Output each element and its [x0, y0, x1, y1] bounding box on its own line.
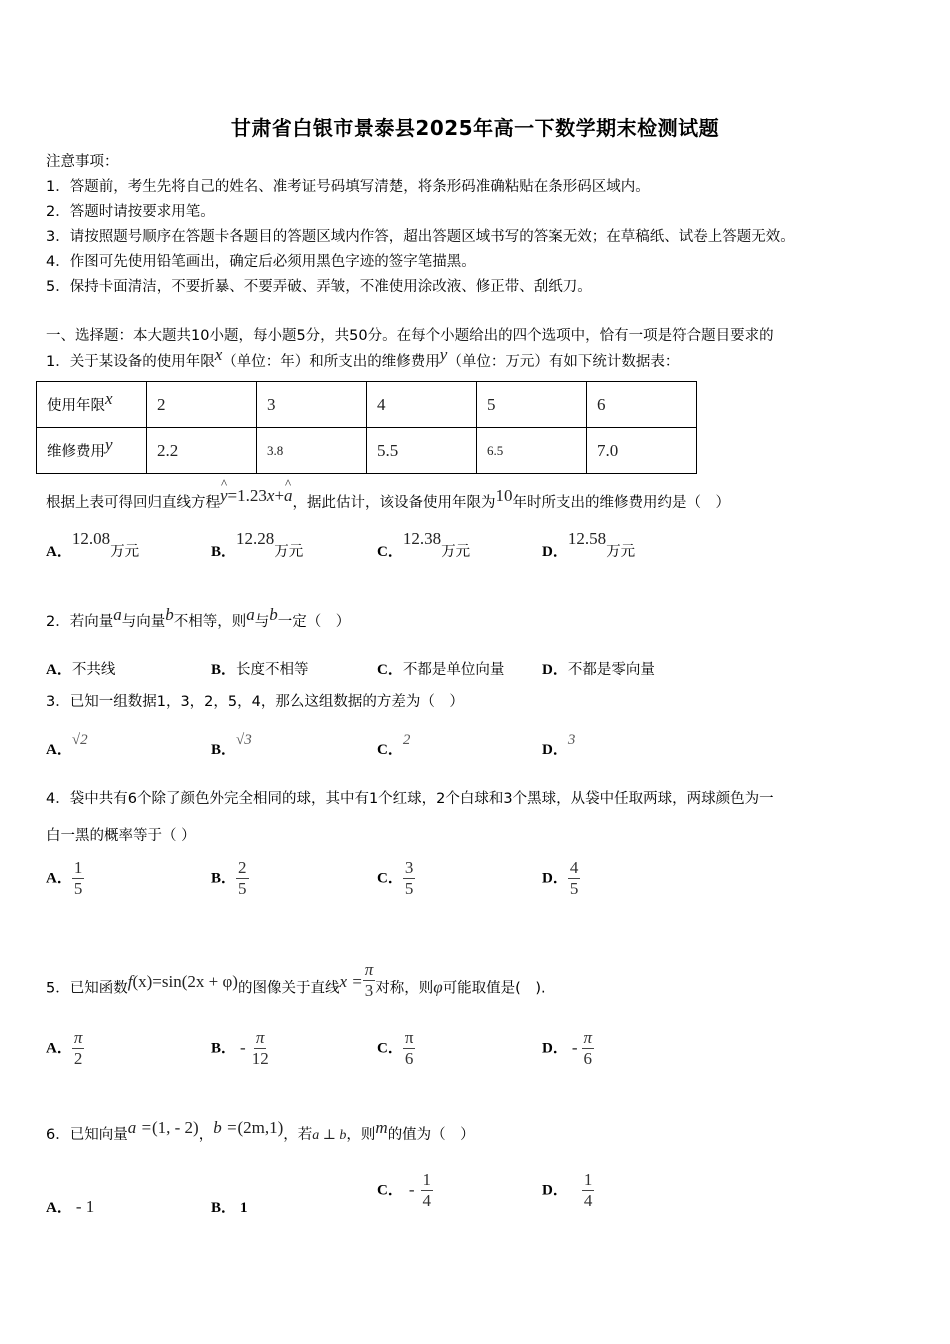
- var-x: x: [214, 345, 223, 364]
- table-cell: 维修费用y: [37, 428, 147, 474]
- table-cell: 7.0: [587, 428, 697, 474]
- page-title: 甘肃省白银市景泰县2025年高一下数学期末检测试题: [230, 116, 720, 140]
- question-number: 3．: [46, 694, 70, 710]
- option-c[interactable]: C．2: [377, 732, 411, 758]
- notice-item: 1．答题前，考生先将自己的姓名、准考证号码填写清楚，将条形码准确粘贴在条形码区域内。: [46, 179, 650, 195]
- notice-item: 5．保持卡面清洁，不要折暴、不要弄破、弄皱，不准使用涂改液、修正带、刮纸刀。: [46, 279, 592, 295]
- statistics-table: [36, 381, 697, 474]
- question-5-stem: 5．已知函数f(x)=sin(2x + φ)的图像关于直线x = $\frac{\pi}{3}$ 对称，则φ可能取值是( ).: [46, 960, 546, 1000]
- option-a[interactable]: A． $\frac{1}{5}$: [46, 858, 83, 898]
- section-heading: 一、选择题：本大题共10小题，每小题5分，共50分。在每个小题给出的四个选项中，恰有一项是符合题目要求的: [46, 328, 774, 344]
- table-cell: 6: [587, 382, 697, 428]
- question-3-stem: 3．已知一组数据1，3，2，5，4，那么这组数据的方差为（ ）: [46, 694, 464, 710]
- option-b[interactable]: B．√3: [211, 732, 252, 758]
- table-row: [37, 382, 697, 428]
- option-d[interactable]: D．12.58万元: [542, 529, 636, 560]
- option-d[interactable]: D．3: [542, 732, 576, 758]
- question-4-stem: 4．袋中共有6个除了颜色外完全相同的球，其中有1个红球，2个白球和3个黑球，从袋中任取两球，两球颜色为一: [46, 791, 774, 807]
- table-cell: 2: [147, 382, 257, 428]
- question-number: 2．: [46, 614, 70, 630]
- question-2-stem: 2．若向量a与向量b不相等，则a与b一定（ ）: [46, 605, 351, 630]
- option-a[interactable]: A． - 1: [46, 1197, 95, 1216]
- option-d[interactable]: D． $\frac{1}{4}$: [542, 1170, 593, 1210]
- question-1-regression: 根据上表可得回归直线方程^ y=1.23x+^ a，据此估计，该设备使用年限为10年时所支出的维修费用约是（ ）: [46, 492, 730, 513]
- notice-heading: 注意事项：: [46, 154, 119, 170]
- table-cell: 6.5: [477, 428, 587, 474]
- option-b[interactable]: B． - $\frac{\pi}{12}$: [211, 1028, 269, 1068]
- var-y: y: [439, 345, 448, 364]
- option-a[interactable]: A．√2: [46, 732, 88, 758]
- table-cell: 2.2: [147, 428, 257, 474]
- option-c[interactable]: C．不都是单位向量: [377, 662, 505, 678]
- option-c[interactable]: C． - $\frac{1}{4}$: [377, 1170, 432, 1210]
- notice-item: 2．答题时请按要求用笔。: [46, 204, 215, 220]
- table-cell: 3.8: [257, 428, 367, 474]
- option-b[interactable]: B．12.28万元: [211, 529, 304, 560]
- option-c[interactable]: C． $\frac{\pi}{6}$: [377, 1028, 414, 1068]
- option-a[interactable]: A． $\frac{\pi}{2}$: [46, 1028, 83, 1068]
- table-cell: 使用年限x: [37, 382, 147, 428]
- notice-item: 3．请按照题号顺序在答题卡各题目的答题区域内作答，超出答题区域书写的答案无效；在草稿纸、试卷上答题无效。: [46, 229, 795, 245]
- option-a[interactable]: A．不共线: [46, 662, 116, 678]
- table-cell: 5.5: [367, 428, 477, 474]
- question-6-stem: 6．已知向量a =(1, - 2)，b =(2m,1)，若a ⊥ b，则m的值为（ ）: [46, 1118, 475, 1143]
- option-c[interactable]: C．12.38万元: [377, 529, 471, 560]
- question-number: 5．: [46, 980, 70, 997]
- option-c[interactable]: C． $\frac{3}{5}$: [377, 858, 414, 898]
- option-d[interactable]: D．不都是零向量: [542, 662, 655, 678]
- option-d[interactable]: D． $\frac{4}{5}$: [542, 858, 579, 898]
- option-b[interactable]: B． 1: [211, 1200, 248, 1216]
- question-number: 4．: [46, 791, 70, 807]
- notice-item: 4．作图可先使用铅笔画出，确定后必须用黑色字迹的签字笔描黑。: [46, 254, 476, 270]
- question-number: 1．: [46, 354, 70, 370]
- option-d[interactable]: D． - $\frac{\pi}{6}$: [542, 1028, 593, 1068]
- table-cell: 5: [477, 382, 587, 428]
- table-cell: 4: [367, 382, 477, 428]
- option-b[interactable]: B． $\frac{2}{5}$: [211, 858, 247, 898]
- question-1-stem: 1．关于某设备的使用年限x（单位：年）和所支出的维修费用y（单位：万元）有如下统计数据表：: [46, 345, 680, 370]
- question-4-stem-cont: 白一黑的概率等于（ ）: [46, 828, 196, 844]
- table-row: [37, 428, 697, 474]
- option-b[interactable]: B．长度不相等: [211, 662, 309, 678]
- question-number: 6．: [46, 1127, 70, 1143]
- option-a[interactable]: A．12.08万元: [46, 529, 140, 560]
- table-cell: 3: [257, 382, 367, 428]
